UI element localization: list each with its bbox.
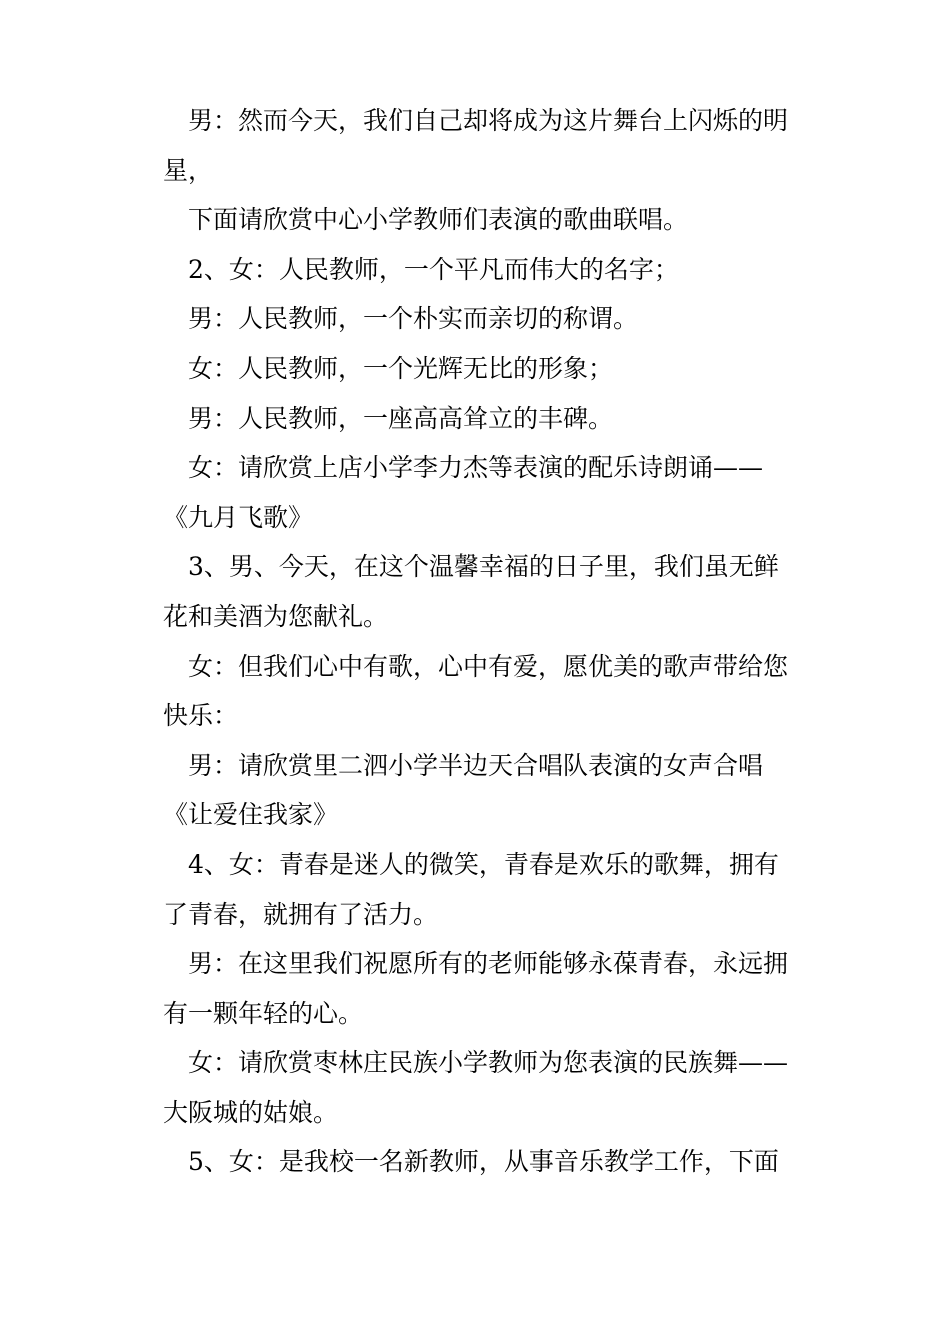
- text-line: 男：人民教师，一个朴实而亲切的称谓。: [188, 304, 639, 334]
- paragraph-7: [163, 443, 803, 542]
- paragraph-14: [163, 1137, 803, 1187]
- text-line: 4、女：青春是迷人的微笑，青春是欢乐的歌舞，拥有: [188, 849, 779, 879]
- paragraph-6: [163, 394, 803, 444]
- paragraph-4: [163, 294, 803, 344]
- text-line: 女：但我们心中有歌，心中有爱，愿优美的歌声带给: [188, 651, 764, 681]
- paragraph-11: [163, 840, 803, 939]
- text-line: 《让爱住我家》: [163, 800, 339, 830]
- text-line: 男：请欣赏里二泗小学半边天合唱队表演的女声合唱: [188, 750, 764, 780]
- paragraph-3: [163, 245, 803, 295]
- text-line: 男：人民教师，一座高高耸立的丰碑。: [188, 403, 614, 433]
- text-line: 舞——大阪城的姑娘。: [163, 1048, 789, 1127]
- text-line: 女：请欣赏上店小学李力杰等表演的配乐诗朗诵——: [188, 453, 764, 483]
- text-line: 下面请欣赏中心小学教师们表演的歌曲联唱。: [188, 205, 689, 235]
- text-line: 5、女：是我校一名新教师，从事音乐教学工作，下面: [188, 1147, 779, 1177]
- paragraph-1: [163, 96, 803, 195]
- paragraph-2: [163, 195, 803, 245]
- text-line: 花和美酒为您献礼。: [163, 601, 389, 631]
- text-line: 2、女：人民教师，一个平凡而伟大的名字；: [188, 254, 679, 284]
- text-line: 男：在这里我们祝愿所有的老师能够永葆青春，永远: [188, 949, 764, 979]
- text-line: 女：人民教师，一个光辉无比的形象；: [188, 353, 614, 383]
- text-line: 《九月飞歌》: [163, 502, 314, 532]
- paragraph-5: [163, 344, 803, 394]
- document-body: [163, 96, 803, 1187]
- text-line: 拥有一颗年轻的心。: [163, 949, 789, 1028]
- text-line: 女：请欣赏枣林庄民族小学教师为您表演的民族: [188, 1048, 714, 1078]
- text-line: 3、男、今天，在这个温馨幸福的日子里，我们虽无鲜: [188, 552, 779, 582]
- paragraph-10: [163, 741, 803, 840]
- paragraph-9: [163, 642, 803, 741]
- text-line: 男：然而今天，我们自己却将成为这片舞台上闪烁的: [188, 106, 764, 135]
- paragraph-8: [163, 542, 803, 641]
- paragraph-13: [163, 1038, 803, 1137]
- text-line: 明星，: [163, 106, 789, 185]
- text-line: 了青春，就拥有了活力。: [163, 899, 439, 929]
- text-line: 您快乐：: [163, 651, 789, 731]
- paragraph-12: [163, 939, 803, 1038]
